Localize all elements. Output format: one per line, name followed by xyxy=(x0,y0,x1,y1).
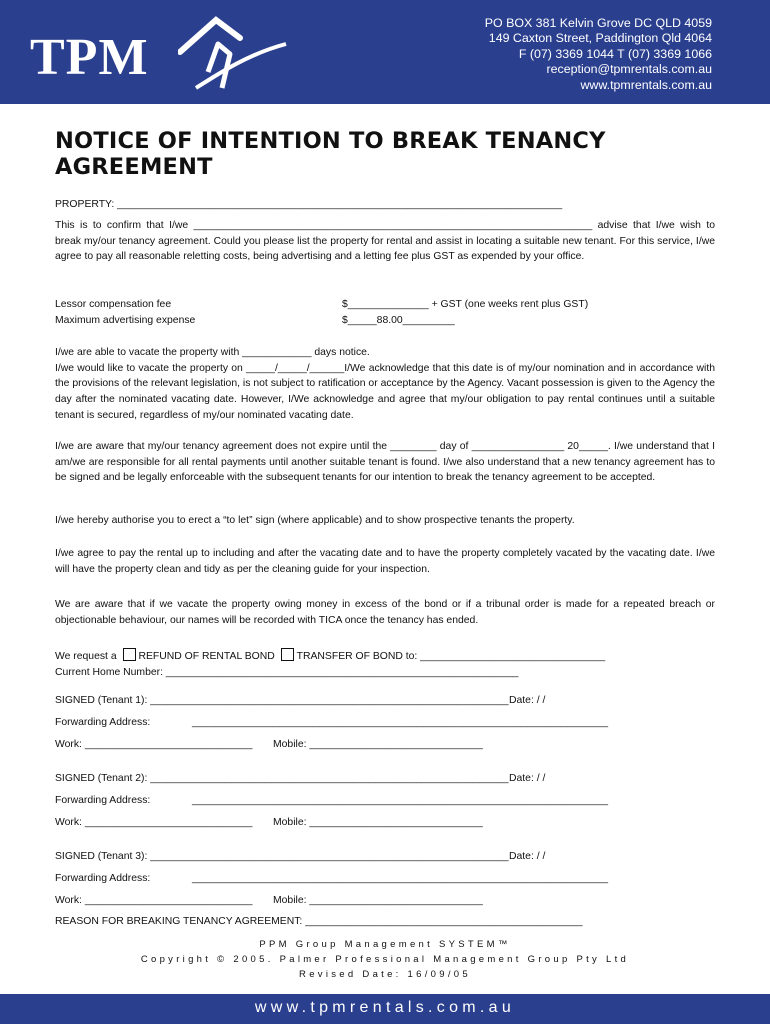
fee-row-advert xyxy=(55,313,715,329)
tenant-1-forwarding-label: Forwarding Address: xyxy=(55,717,151,728)
transfer-bond-checkbox[interactable] xyxy=(281,648,294,661)
contact-po-box: PO BOX 381 Kelvin Grove DC QLD 4059 xyxy=(484,16,712,30)
vacate-paragraph: I/we are able to vacate the property with ____________ days notice. I/we would like to vacate the property on _____/_____/______I/We acknowledge that this date is of my/our nomination and in accordance with the provisions of the relevant legislation, is not subject to ratification or acceptance by the Agency. Vacant possession is given to the Agency the day after the nominated vacating date. However, I/We acknowledge and agree that my/our obligation to pay rental continues until a suitable tenant is secured, regardless of my/our nominated vacating date. xyxy=(55,347,715,421)
tenant-3-signed-line: SIGNED (Tenant 3): ______________________________________________________________ xyxy=(55,851,509,862)
reason-line: REASON FOR BREAKING TENANCY AGREEMENT: ________________________________________________ xyxy=(55,916,583,927)
bond-paragraph: We are aware that if we vacate the property owing money in excess of the bond or if a tribunal order is made for a repeated breach or objectionable behaviour, our names will be recorded with TICA once the tenancy has ended. xyxy=(55,599,715,626)
fee-row-lessor xyxy=(55,297,715,313)
footer-system: PPM Group Management SYSTEM™ xyxy=(259,939,511,950)
tenant-2-work-line: Work: _____________________________ xyxy=(55,817,253,828)
bond-request-row xyxy=(55,648,715,665)
tenant-3-work-line: Work: _____________________________ xyxy=(55,895,253,906)
refund-bond-label: REFUND OF RENTAL BOND xyxy=(138,651,275,662)
tpm-logo xyxy=(30,14,290,94)
tenant-3-forwarding-label: Forwarding Address: xyxy=(55,873,151,884)
tenant-1-forwarding-line: ________________________________________________________________________ xyxy=(192,717,609,728)
home-number-line: Current Home Number: _____________________________________________________________ xyxy=(55,667,519,678)
tenant-1-work-line: Work: _____________________________ xyxy=(55,739,253,750)
rental-paragraph: I/we agree to pay the rental up to including and after the vacating date and to have the property completely vacated by the vacating date. I/we will have the property clean and tidy as per the cleaning guide for your inspection. xyxy=(55,548,715,575)
tenant-2-mobile-line: Mobile: ______________________________ xyxy=(273,817,483,828)
tenant-1-signed-line: SIGNED (Tenant 1): ______________________________________________________________ xyxy=(55,695,509,706)
logo-text: TPM xyxy=(30,29,149,86)
document-title: NOTICE OF INTENTION TO BREAK TENANCY AGREEMENT xyxy=(55,128,606,180)
footer-banner xyxy=(0,994,770,1024)
footer-website[interactable]: www.tpmrentals.com.au xyxy=(254,999,516,1016)
footer-copyright: Copyright © 2005. Palmer Professional Management Group Pty Ltd xyxy=(140,954,630,965)
contact-street: 149 Caxton Street, Paddington Qld 4064 xyxy=(488,31,712,46)
footer-revised: Revised Date: 16/09/05 xyxy=(299,969,471,980)
house-swoosh-icon xyxy=(178,14,288,94)
lessor-fee-label: Lessor compensation fee xyxy=(55,299,172,310)
request-prefix: We request a xyxy=(55,651,117,662)
tenant-2-signed-line: SIGNED (Tenant 2): ______________________________________________________________ xyxy=(55,773,509,784)
tenant-2-forwarding-label: Forwarding Address: xyxy=(55,795,151,806)
authorise-paragraph: I/we hereby authorise you to erect a “to let” sign (where applicable) and to show prospective tenants the property. xyxy=(55,515,575,526)
tenant-3-mobile-line: Mobile: ______________________________ xyxy=(273,895,483,906)
contact-email[interactable]: reception@tpmrentals.com.au xyxy=(546,62,712,77)
contact-details xyxy=(485,16,712,93)
tenant-1-mobile-line: Mobile: ______________________________ xyxy=(273,739,483,750)
tenant-3-date: Date: / / xyxy=(509,851,546,862)
confirm-paragraph: This is to confirm that I/we _____________________________________________________________________ advise that I/we wish to break my/our tenancy agreement. Could you please list the property for rental and assist in locating a suitable new tenant. For this service, I/we agree to pay all reasonable reletting costs, being advertising and a letting fee plus GST as expended by your office. xyxy=(55,220,715,263)
property-line: PROPERTY: _____________________________________________________________________________ xyxy=(55,199,563,210)
tenant-1-date: Date: / / xyxy=(509,695,546,706)
advert-fee-label: Maximum advertising expense xyxy=(55,315,196,326)
header-banner xyxy=(0,0,770,104)
contact-website[interactable]: www.tpmrentals.com.au xyxy=(580,77,712,92)
contact-phone: F (07) 3369 1044 T (07) 3369 1066 xyxy=(518,46,712,61)
tenant-2-date: Date: / / xyxy=(509,773,546,784)
refund-bond-checkbox[interactable] xyxy=(123,648,136,661)
transfer-bond-label: TRANSFER OF BOND to: ________________________________ xyxy=(296,651,606,662)
aware-paragraph: I/we are aware that my/our tenancy agreement does not expire until the ________ day of ________________ 20_____. I/we understand that I am/we are responsible for all rental payments until another suitable tenant is found. I/we also understand that a new tenancy agreement has to be signed and be legally enforceable with the subsequent tenants for our intention to break the tenancy agreement to be accepted. xyxy=(55,441,715,484)
tenant-3-forwarding-line: ________________________________________________________________________ xyxy=(192,873,609,884)
tenant-2-forwarding-line: ________________________________________________________________________ xyxy=(192,795,609,806)
advert-fee-value: $_____88.00_________ xyxy=(342,315,455,326)
lessor-fee-value: $______________ + GST (one weeks rent plus GST) xyxy=(342,299,589,310)
